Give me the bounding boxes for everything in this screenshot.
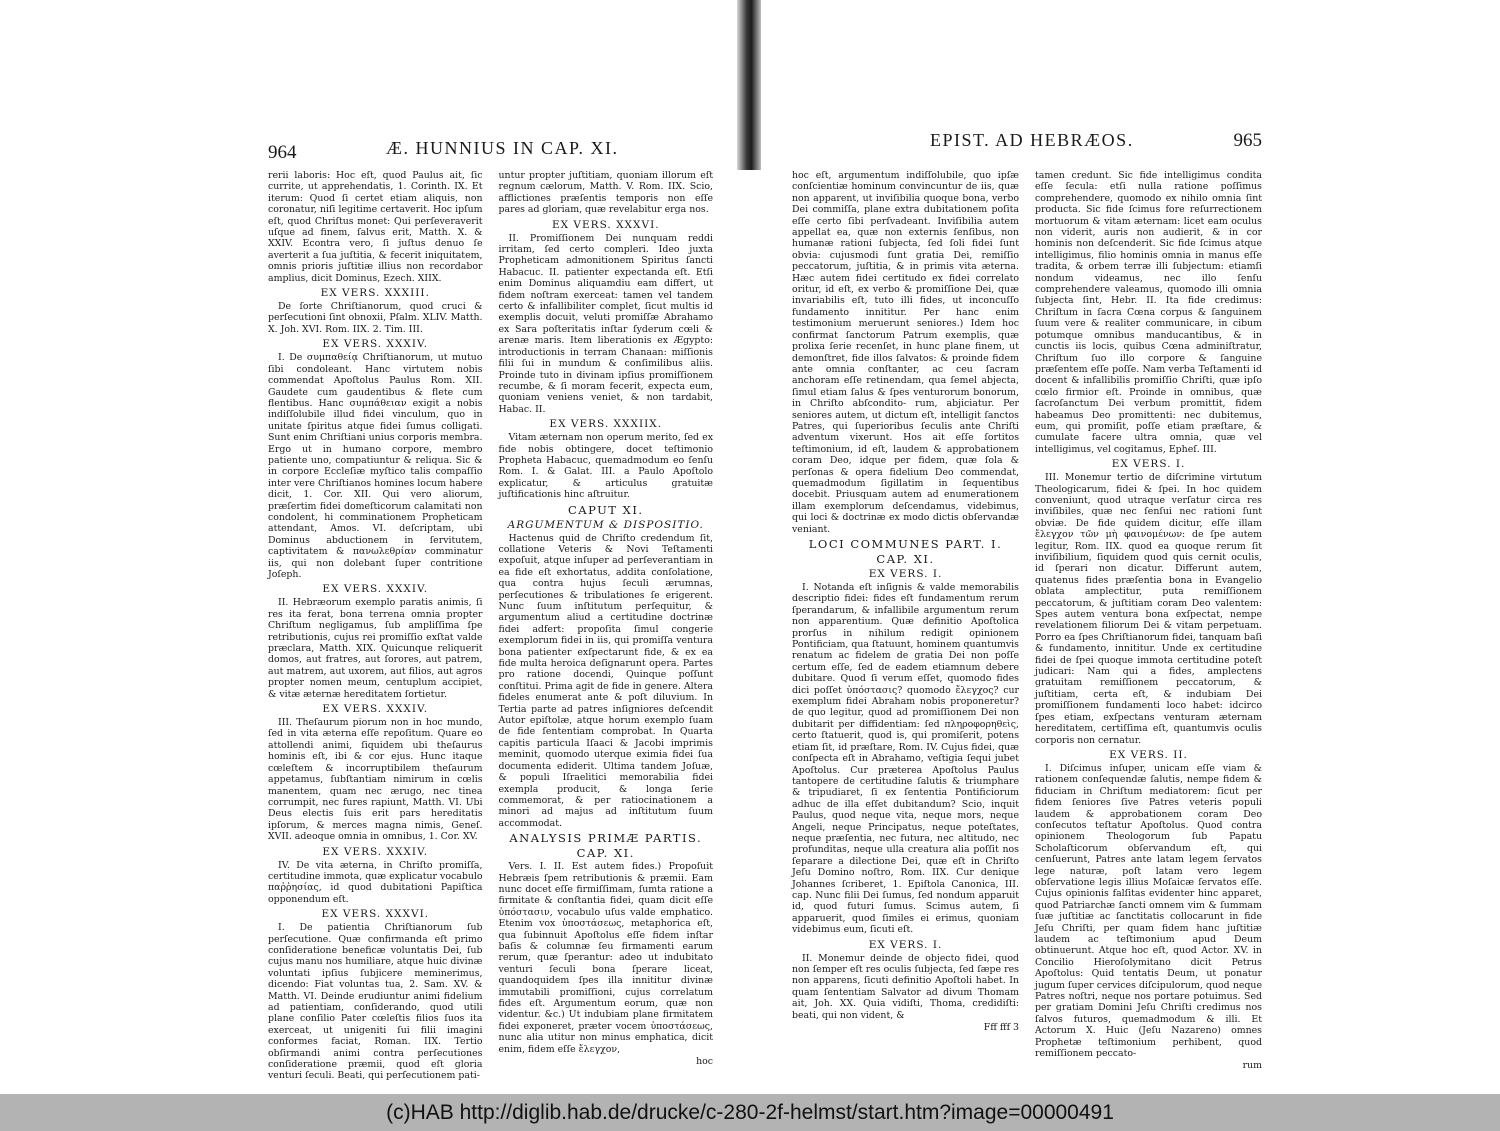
left-page-number: 964 xyxy=(268,142,297,163)
right-running-title: EPIST. AD HEBRÆOS. xyxy=(930,130,1134,150)
section-heading: CAP. XI. xyxy=(576,846,635,861)
paragraph: I. Diſcimus inſuper, unicam eſſe viam & rationem conſequendæ ſalutis, nempe fidem & fiduciam in Chriſtum mediatorem: ſicut per fidem ſeniores ſive Patres veteris populi laudem & approbationem coram Deo conſecutos teſtatur Apoſtolus. Quod contra opinionem Theologorum ſub Papatu Scholaſticorum obſervandum eſt, qui cenſuerunt, Patres ante latam legem ſervatos lege naturæ, poſt latam vero legem obſervatione legis illius Moſaicæ ſervatos eſſe. Cujus opinionis falſitas evidenter hinc apparet, quod Patriarchæ ſancti omnem vim & ſummam ſuæ juſtitiæ ac ſanctitatis collocarunt in fide Jeſu Chriſti, per quam fidem hanc juſtitiæ laudem ac teſtimonium apud Deum obtinuerunt. Atque hoc eſt, quod Actor. XV. in Concilio Hieroſolymitano dicit Petrus Apoſtolus: Quid tentatis Deum, ut ponatur jugum ſuper cervices diſcipulorum, quod neque Patres noſtri, neque nos portare potuimus. Sed per gratiam Domini Jeſu Chriſti credimus nos ſalvos futuros, quemadmodum & illi. Et Actorum X. Huic (Jeſu Nazareno) omnes Prophetæ teſtimonium perhibent, quod remiſſionem peccato- xyxy=(1035,762,1262,1060)
right-running-head xyxy=(792,130,1262,170)
paragraph: II. Promiſſionem Dei nunquam reddi irritam, ſed certo compleri. Ideo juxta Propheticam admonitionem Spiritus ſancti Habacuc. II. patienter expectanda eſt. Etſi enim Dominus aliquamdiu eam differt, ut fidem noſtram exerceat: tamen vel tandem certo & infallibiliter complet, ſicut multis id exemplis docuit, veluti promiſſæ Abrahamo ex Sara poſteritatis inſtar ſyderum cœli & arenæ maris. Item liberationis ex Ægypto: introductionis in terram Chanaan: miſſionis filii ſui in mundum & conſimilibus aliis. Proinde tuto in divinam ipſius promiſſionem recumbe, & ſi moram fecerit, expecta eum, quoniam veniens veniet, & non tardabit, Habac. II. xyxy=(498,232,713,415)
footer-credit-text: (c)HAB http://diglib.hab.de/drucke/c-280-2f-helmst/start.htm?image=00000491 xyxy=(386,1100,1114,1124)
section-heading: EX VERS. XXXIV. xyxy=(322,338,429,351)
paragraph: I. Notanda eſt inſignis & valde memorabilis descriptio fidei: fides eſt fundamentum rerum ſperandarum, & infallibile argumentum rerum non apparentium. Quæ definitio Apoſtolica prorſus in nihilum redigit opinionem Pontificiam, qua ſtatuunt, hominem quantumvis renatum ac fidelem de gratia Dei non poſſe certum eſſe, ſed de eadem etiamnum debere dubitare. Quod ſi verum eſſet, quomodo fides dici poſſet ὑπόστασις? quomodo ἔλεγχος? cur exemplum fidei Abraham nobis proponeretur? de quo legitur, quod ad promiſſionem Dei non dubitarit per diffidentiam: ſed πληροφορηθεὶς, certo ſtatuerit, quod is, qui promiſerit, potens etiam ſit, id præſtare, Rom. IV. Cujus fidei, quæ conſpecta eſt in Abrahamo, veſtigia ſequi jubet Apoſtolus. Cur præterea Apoſtolus Paulus tantopere de certitudine ſalutis & triumphare & tripudiaret, ſi ex ſententia Pontificiorum adhuc de illa eſſet dubitandum? Scio, inquit Paulus, quod neque vita, neque mors, neque Angeli, neque Principatus, neque poteſtates, neque præſentia, nec futura, nec altitudo, nec profunditas, neque ulla creatura alia poſſit nos ſeparare a dilectione Dei, quæ eſt in Chriſto Jeſu Domino noſtro, Rom. IIX. Cur denique Johannes ſcriberet, 1. Epiſtola Canonica, III. cap. Nunc filii Dei ſumus, ſed nondum apparuit id, quod futuri ſumus. Scimus autem, ſi apparuerit, quod ſimiles ei erimus, quoniam videbimus eum, ſicuti eſt. xyxy=(792,582,1019,936)
section-heading: EX VERS. XXXIV. xyxy=(322,845,429,858)
section-heading: CAPUT XI. xyxy=(567,502,644,517)
section-heading: LOCI COMMUNES PART. I. xyxy=(808,537,1003,551)
left-column-1 xyxy=(268,170,483,1083)
right-page xyxy=(792,130,1262,1072)
right-page-number: 965 xyxy=(1233,130,1262,151)
section-heading: EX VERS. I. xyxy=(868,938,943,951)
section-heading: EX VERS. XXXIV. xyxy=(322,703,429,716)
paragraph: Vitam æternam non operum merito, ſed ex fide nobis obtingere, docet teſtimonio Propheta Habacuc, quemadmodum eo ſenſu Rom. I. & Galat. III. a Paulo Apoſtolo explicatur, & articulus gratuitæ juſtificationis hinc aſtruitur. xyxy=(498,432,713,501)
right-column-2 xyxy=(1035,170,1262,1072)
paragraph: rerii laboris: Hoc eſt, quod Paulus ait, ſic currite, ut apprehendatis, 1. Corinth. IX. Et iterum: Quod ſi certet etiam aliquis, non coronatur, niſi legitime certaverit. Hoc ipſum eſt, quod Chriſtus monet: Qui perſeveraverit uſque ad finem, ſalvus erit, Matth. X. & XXIV. Econtra vero, ſi juſtus denuo ſe averterit a ſua juſtitia, & fecerit iniquitatem, omnis prioris juſtitiæ illius non recordabor amplius, dicit Dominus, Ezech. XIIX. xyxy=(268,170,483,284)
right-page-columns xyxy=(792,170,1262,1072)
left-column-2 xyxy=(499,170,714,1083)
catchword: hoc xyxy=(696,1056,713,1068)
section-heading: EX VERS. XXXIII. xyxy=(320,287,430,300)
paragraph: II. Monemur deinde de objecto fidei, quod non ſemper eſt res oculis ſubjecta, ſed ſæpe res non apparens, ſicuti definitio Apoſtoli habet. In quam ſententiam Salvator ad divum Thomam ait, Joh. XX. Quia vidiſti, Thoma, credidiſti: beati, qui non vident, & xyxy=(792,952,1019,1021)
section-heading: ARGUMENTUM & DISPOSITIO. xyxy=(507,518,704,531)
paragraph: untur propter juſtitiam, quoniam illorum eſt regnum cælorum, Matth. V. Rom. IIX. Scio, afflictiones præſentis temporis non eſſe pares ad gloriam, quæ revelabitur erga nos. xyxy=(498,170,713,216)
section-heading: EX VERS. XXXIV. xyxy=(322,583,429,596)
signature-mark: Fff fff 3 xyxy=(983,1022,1019,1034)
paragraph: Vers. I. II. Est autem fides.) Propoſuit Hebræis ſpem retributionis & præmii. Eam nunc docet eſſe firmiſſimam, ſumta ratione a firmitate & conſtantia fidei, quam dicit eſſe ὑπόστασιν, vocabulo uſus valde emphatico. Etenim vox ὑποστάσεως, metaphorica eſt, qua ſubinnuit Apoſtolus eſſe fidem inſtar baſis & columnæ ſeu firmamenti earum rerum, quæ ſperantur: adeo ut indubitato venturi ſeculi bona ſperare liceat, quandoquidem ſpes illa innititur divinæ immutabili promiſſioni, cujus correlatum fides eſt. Argumentum eorum, quæ non videntur. &c.) Ut indubiam plane firmitatem fidei exponeret, præter vocem ὑποστάσεως, nunc alia utitur non minus emphatica, dicit enim, fidem eſſe ἔλεγχον, xyxy=(498,861,713,1055)
section-heading: EX VERS. XXXVI. xyxy=(551,218,660,231)
section-heading: ANALYSIS PRIMÆ PARTIS. xyxy=(509,831,703,846)
catchword: rum xyxy=(1242,1060,1262,1072)
section-heading: EX VERS. XXXVI. xyxy=(321,908,430,921)
paragraph: I. De συμπαθείᾳ Chriſtianorum, ut mutuo ſibi condoleant. Hanc virtutem nobis commendat Apoſtolus Paulus Rom. XII. Gaudete cum gaudentibus & flete cum flentibus. Hanc συμπάθειαν exigit a nobis indiſſolubile illud fidei vinculum, quo in unitate ſpiritus atque fidei ſumus colligati. Sunt enim Chriſtiani unius corporis membra. Ergo ut in humano corpore, membro patiente uno, compatiuntur & reliqua. Sic & in corpore Eccleſiæ myſtico talis compaſſio inter vere Chriſtianos homines locum habere dicit, 1. Cor. XII. Qui vero aliorum, præſertim fidei domeſticorum calamitati non condolent, hi comminationem Propheticam attendant, Amos. VI. deſcriptam, ubi Dominus abductionem in ſervitutem, captivitatem & πανωλεθρίαν comminatur iis, qui non dolebant ſuper contritione Joſeph. xyxy=(268,352,483,580)
paragraph: I. De patientia Chriſtianorum ſub perſecutione. Quæ confirmanda eſt primo conſideratione beneficæ voluntatis Dei, ſub cujus manu nos humiliare, atque huic divinæ voluntati ipſius ſubjicere meminerimus, dicendo: Fiat voluntas tua, 2. Sam. XV. & Matth. VI. Deinde erudiuntur animi fidelium ad patientiam, conſiderando, quod utili plane conſilio Pater cœleſtis filios ſuos ita exerceat, ut unigeniti ſui filii imagini conformes faciat, Roman. IIX. Tertio obſirmandi animi contra perſecutiones conſideratione præmii, quod eſt gloria venturi ſeculi. Beati, qui perſecutionem pati- xyxy=(268,922,483,1082)
book-gutter xyxy=(737,0,761,170)
paragraph: Hactenus quid de Chriſto credendum ſit, collatione Veteris & Novi Teſtamenti expoſuit, atque inſuper ad perſeverantiam in ea fide eſt exhortatus, addita conſolatione, qua contra hujus ſeculi ærumnas, perſecutiones & tribulationes ſe erigerent. Nunc ſuum inſtitutum perſequitur, & argumentum aliud a certitudine doctrinæ fidei adfert: propoſita ſimul congerie exemplorum fidei in iis, qui promiſſa ventura bona patienter exſpectarunt fide, & ex ea fide multa heroica deſignarunt opera. Partes pro ratione docendi, Quinque poſſunt conſtitui. Prima agit de fide in genere. Altera fideles enumerat ante & poſt diluvium. In Tertia parte ad patres inſigniores deſcendit Autor epiſtolæ, atque horum exemplo ſuam de fide ſententiam comprobat. In Quarta capitis particula Iſaaci & Jacobi imprimis meminit, quomodo uterque eximia fidei ſua documenta ediderit. Ultima tandem Joſuæ, & populi Iſraelitici memorabilia fidei exempla producit, & longa ſerie commemorat, & per ratiocinationem a minori ad majus ad inſtitutum ſuum accommodat. xyxy=(498,532,713,829)
section-heading: EX VERS. XXXIIX. xyxy=(549,418,663,431)
paragraph: IV. De vita æterna, in Chriſto promiſſa, certitudine immota, quæ explicatur vocabulo παῤῥησίας, id quod dubitationi Papiſtica opponendum eſt. xyxy=(268,859,483,905)
left-page xyxy=(268,130,713,1082)
paragraph: III. Monemur tertio de diſcrimine virtutum Theologicarum, fidei & ſpei. In hoc quidem conveniunt, quod utraque verſatur circa res inviſibiles, quæ nec ſenſui nec rationi ſunt obviæ. De fide quidem dicitur, eſſe illam ἔλεγχον τῶν μὴ φαινομένων: de ſpe autem legitur, Rom. IIX. quod ea quoque rerum ſit inviſibilium, ſiquidem quod quis cernit oculis, id ſperari non dicatur. Differunt autem, quatenus fides præſentia bona in Evangelio oblata amplectitur, puta remiſſionem peccatorum, & juſtitiam coram Deo valentem: Spes autem ventura bona exſpectat, nempe revelationem filiorum Dei & vitam perpetuam. Porro ea ſpes Chriſtianorum fidei, tanquam baſi & fundamento, innititur. Unde ex certitudine fidei de ſpei quoque immota certitudine poteſt judicari: Nam qui a fides, amplectens gratuitam remiſſionem peccatorum, & juſtitiam, certa eſt, & indubiam Dei promiſſionem fundamenti loco habet: idcirco ſpes etiam, exſpectans venturam æternam hereditatem, certiſſima eſt, quantumvis oculis corporis non cernatur. xyxy=(1035,472,1262,746)
section-heading: EX VERS. I. xyxy=(1111,458,1186,471)
left-running-head xyxy=(268,130,713,170)
section-heading: CAP. XI. xyxy=(876,552,935,566)
section-heading: EX VERS. I. xyxy=(868,568,943,580)
left-page-columns xyxy=(268,170,713,1083)
left-running-title: Æ. HUNNIUS IN CAP. XI. xyxy=(386,138,619,158)
footer-credit-bar xyxy=(0,1094,1500,1131)
paragraph: tamen credunt. Sic fide intelligimus condita eſſe ſecula: etſi nulla ratione poſſimus comprehendere, quomodo ex nihilo omnia ſint producta. Sic fide ſcimus fore reſurrectionem mortuorum & vitam æternam: licet eam oculus non viderit, auris non audierit, & in cor hominis non deſcenderit. Sic fide ſcimus atque intelligimus, filio hominis omnia in manus eſſe tradita, & orbem terræ illi ſubjectum: etiamſi nondum videamus, nec illo ſenſu comprehendere valeamus, quomodo illi omnia ſubjecta ſint, Hebr. II. Ita fide credimus: Chriſtum in ſacra Cœna corpus & ſanguinem ſuum vere & realiter communicare, in cibum potumque omnibus manducantibus, & in cunctis iis locis, quibus Cœna adminiſtratur, Chriſtum ſuo illo corpore & ſanguine præſentem eſſe poſſe. Nam verba Teſtamenti id docent & infallibilis promiſſio Chriſti, quæ ipſo cœlo firmior eſt. Proinde in omnibus, quæ ſacroſanctum Dei verbum promittit, fidem habeamus Deo promittenti: nec dubitemus, eum, qui promiſit, poſſe etiam præſtare, & cumulate facere ultra omnia, quæ vel intelligimus, vel cogitamus, Epheſ. III. xyxy=(1035,170,1262,455)
paragraph: II. Hebræorum exemplo paratis animis, ſi res ita ferat, bona terrena omnia propter Chriſtum negligamus, ſub ampliſſima ſpe retributionis, cujus rei promiſſio exſtat valde præclara, Matth. XIX. Quicunque reliquerit domos, aut fratres, aut ſorores, aut patrem, aut matrem, aut uxorem, aut filios, aut agros propter nomen meum, centuplum accipiet, & vitæ æternæ hereditatem ſortietur. xyxy=(268,597,483,700)
paragraph: III. Theſaurum piorum non in hoc mundo, ſed in vita æterna eſſe repoſitum. Quare eo attollendi animi, ſiquidem ubi theſaurus hominis eſt, ibi & cor ejus. Hunc itaque cœleſtem & incorruptibilem theſaurum appetamus, ſubſtantiam nimirum in cœlis manentem, quam nec ærugo, nec tinea corrumpit, nec fures rapiunt, Matth. VI. Ubi Deus electis ſuis erit pars hereditatis ipſorum, & merces magna nimis, Geneſ. XVII. adeoque omnia in omnibus, 1. Cor. XV. xyxy=(268,717,483,843)
section-heading: EX VERS. II. xyxy=(1109,748,1188,761)
paragraph: hoc eſt, argumentum indiſſolubile, quo ipſæ conſcientiæ hominum convincuntur de iis, quæ non apparent, ut inviſibilia quoque bona, verbo Dei commiſſa, plane extra dubitationem poſita eſſe certo ſibi perſvadeant. Inviſibilia autem appellat ea, quæ non externis ſenſibus, non humanæ rationi ſubjecta, ſed ſoli fidei ſunt obvia: cujusmodi ſunt gratia Dei, remiſſio peccatorum, juſtitia, & in primis vita æterna. Hæc autem fidei certitudo ex fidei correlato oritur, id eſt, ex verbo & promiſſione Dei, quæ invariabilis eſt, tuto illi fides, ut inconcuſſo fundamento innititur. Per hanc enim testimonium meruerunt seniores.) Idem hoc confirmat ſanctorum Patrum exemplis, quæ prolixa ſerie recenſet, in hunc plane finem, ut demonſtret, fide illos ſalvatos: & proinde fidem ante omnia conſtanter, ac ceu ſacram anchoram eſſe retinendam, qua ſemel abjecta, ſimul etiam ſalus & ſpes venturorum bonorum, in Chriſto abſcondito- rum, abjiciatur. Per seniores autem, ut dictum eſt, intelligit ſanctos Patres, qui ſuperioribus ſeculis ante Chriſti adventum vixerunt. Hos ait eſſe ſortitos teſtimonium, id eſt, laudem & approbationem coram Deo, idque per fidem, quæ ſola & perſonas & opera fidelium Deo commendat, quemadmodum ſigillatim in ſequentibus docebit. Priusquam autem ad enumerationem illam exemplorum deſcendamus, videbimus, qui loci & doctrinæ ex modo dictis obſervandæ veniant. xyxy=(792,170,1019,535)
right-column-1 xyxy=(792,170,1019,1072)
paragraph: De ſorte Chriſtianorum, quod cruci & perſecutioni ſint obnoxii, Pſalm. XLIV. Matth. X. Joh. XVI. Rom. IIX. 2. Tim. III. xyxy=(268,301,483,335)
